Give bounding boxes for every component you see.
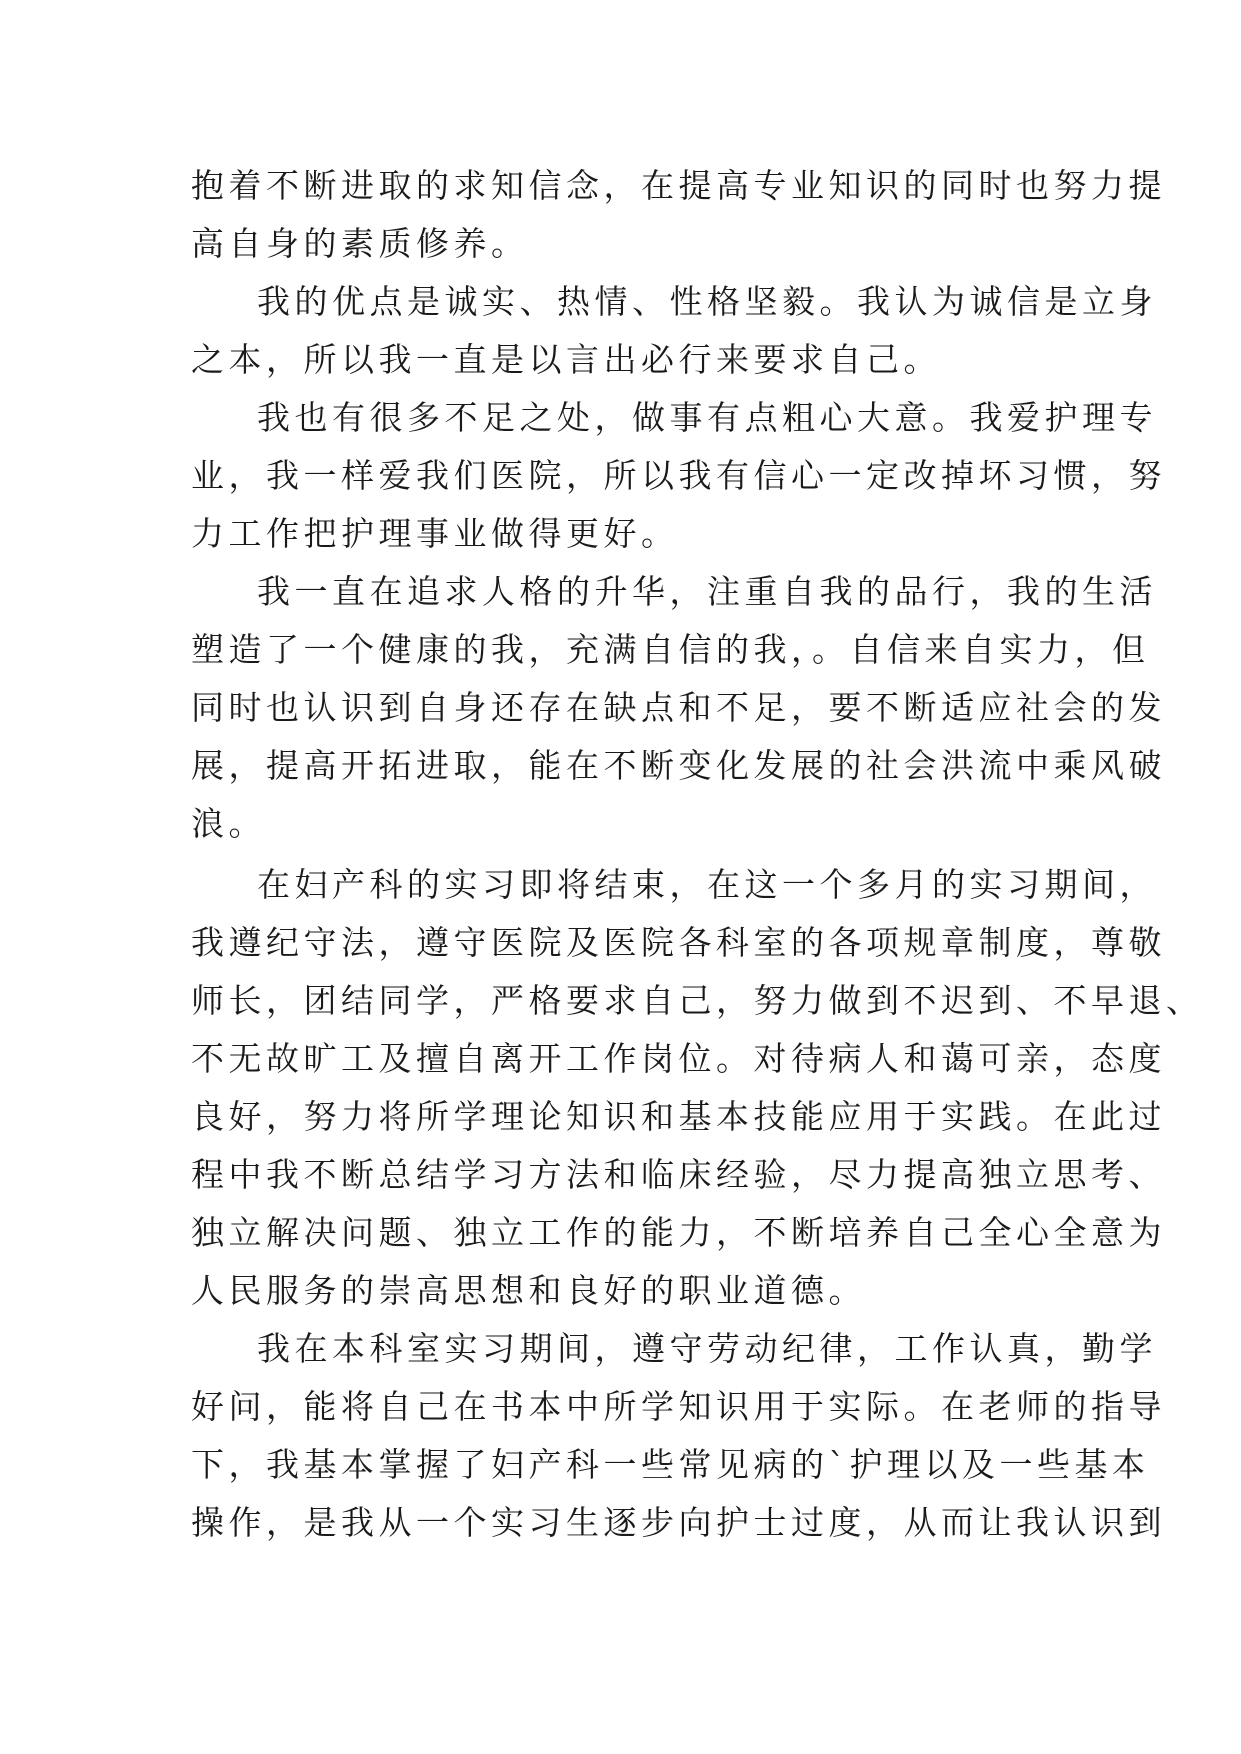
paragraph-6-line-2: 好问，能将自己在书本中所学知识用于实际。在老师的指导	[191, 1387, 1166, 1426]
paragraph-3-line-2: 业，我一样爱我们医院，所以我有信心一定改掉坏习惯，努	[191, 456, 1166, 495]
paragraph-5-line-7: 独立解决问题、独立工作的能力，不断培养自己全心全意为	[191, 1213, 1166, 1252]
paragraph-5-line-2: 我遵纪守法，遵守医院及医院各科室的各项规章制度，尊敬	[191, 923, 1166, 962]
paragraph-6-line-1: 我在本科室实习期间，遵守劳动纪律，工作认真，勤学	[257, 1329, 1157, 1368]
paragraph-5-line-4: 不无故旷工及擅自离开工作岗位。对待病人和蔼可亲，态度	[191, 1039, 1166, 1078]
paragraph-1-line-1: 抱着不断进取的求知信念，在提高专业知识的同时也努力提	[191, 166, 1166, 205]
paragraph-2-line-2: 之本，所以我一直是以言出必行来要求自己。	[191, 340, 941, 379]
paragraph-6-line-4: 操作，是我从一个实习生逐步向护士过度，从而让我认识到	[191, 1503, 1166, 1542]
paragraph-4-line-1: 我一直在追求人格的升华，注重自我的品行，我的生活	[257, 572, 1157, 611]
paragraph-5-line-1: 在妇产科的实习即将结束，在这一个多月的实习期间，	[257, 865, 1157, 904]
paragraph-5-line-8: 人民服务的崇高思想和良好的职业道德。	[191, 1271, 866, 1310]
paragraph-4-line-5: 浪。	[191, 804, 266, 843]
paragraph-1-line-2: 高自身的素质修养。	[191, 224, 529, 263]
paragraph-6-line-3: 下，我基本掌握了妇产科一些常见病的`护理以及一些基本	[191, 1445, 1150, 1484]
paragraph-3-line-3: 力工作把护理事业做得更好。	[191, 514, 679, 553]
paragraph-4-line-2: 塑造了一个健康的我，充满自信的我，。自信来自实力，但	[191, 630, 1150, 669]
paragraph-5-line-6: 程中我不断总结学习方法和临床经验，尽力提高独立思考、	[191, 1155, 1166, 1194]
paragraph-4-line-3: 同时也认识到自身还存在缺点和不足，要不断适应社会的发	[191, 688, 1166, 727]
paragraph-2-line-1: 我的优点是诚实、热情、性格坚毅。我认为诚信是立身	[257, 282, 1157, 321]
paragraph-5-line-3: 师长，团结同学，严格要求自己，努力做到不迟到、不早退、	[191, 981, 1204, 1020]
paragraph-5-line-5: 良好，努力将所学理论知识和基本技能应用于实践。在此过	[191, 1097, 1166, 1136]
paragraph-4-line-4: 展，提高开拓进取，能在不断变化发展的社会洪流中乘风破	[191, 746, 1166, 785]
paragraph-3-line-1: 我也有很多不足之处，做事有点粗心大意。我爱护理专	[257, 398, 1157, 437]
